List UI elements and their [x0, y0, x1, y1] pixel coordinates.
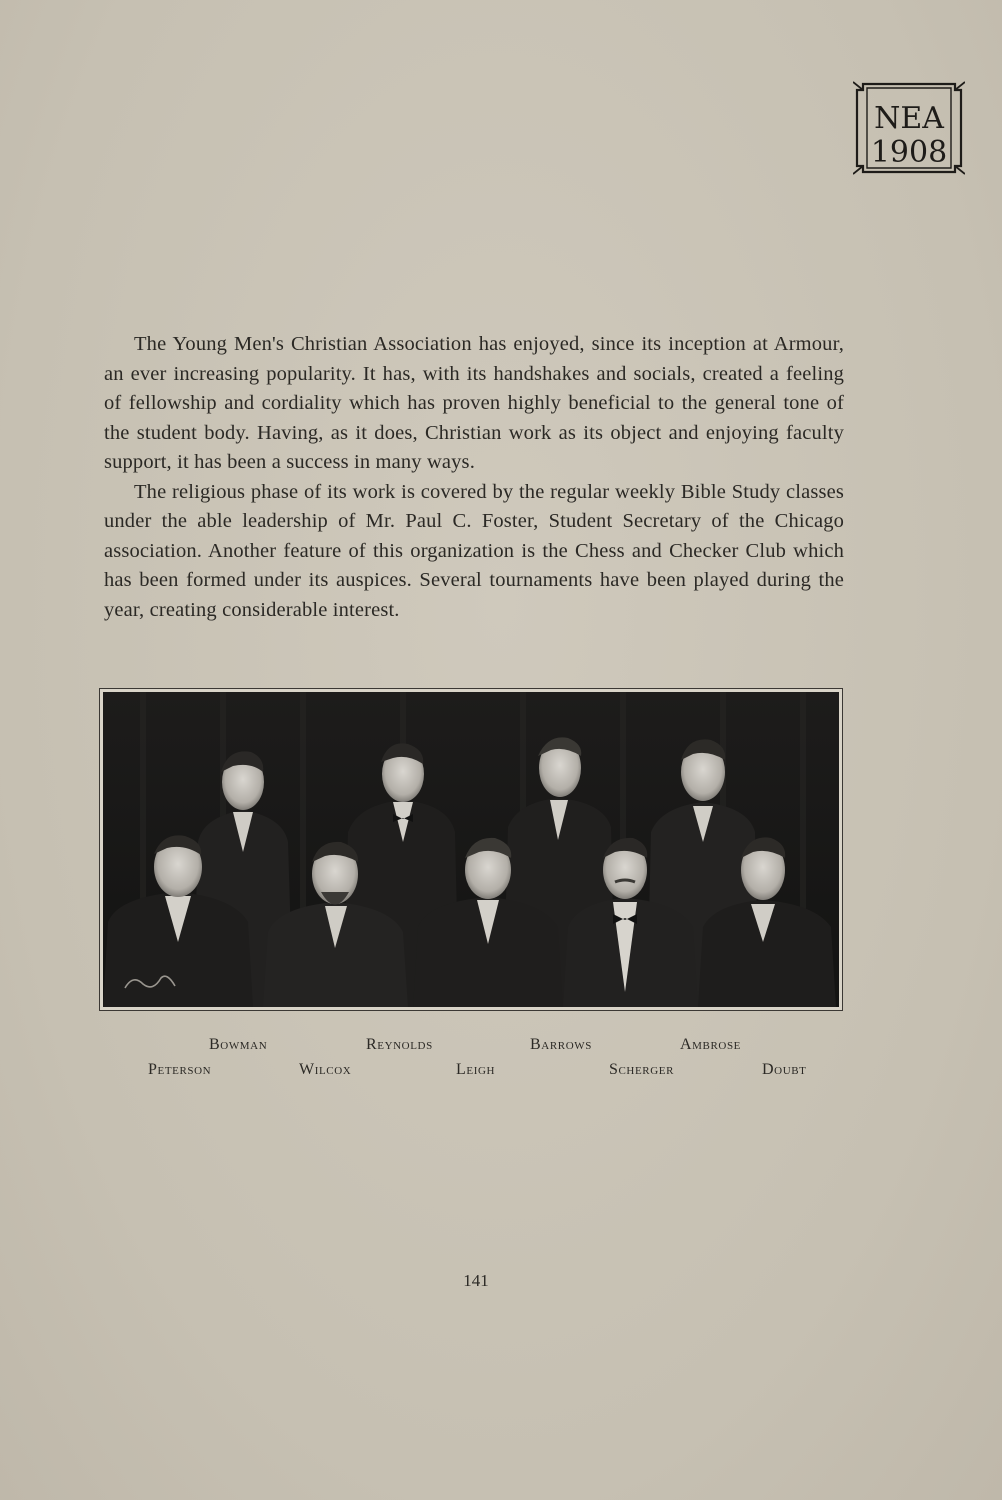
yearbook-logo — [853, 76, 965, 180]
article-text — [104, 330, 844, 625]
caption-name-reynolds: Reynolds — [366, 1036, 433, 1053]
caption-name-barrows: Barrows — [530, 1036, 592, 1053]
caption-name-bowman: Bowman — [209, 1036, 268, 1053]
logo-letters: NEA — [874, 101, 944, 136]
paragraph-1: The Young Men's Christian Association has enjoyed, since its inception at Armour, an ever increasing popularity. It has, with its handshakes and socials, created a feeling of fellowship and cordiality which has proven highly beneficial to the general tone of the student body. Having, as it does, Christian work as its object and enjoying faculty support, it has been a success in many ways. — [104, 333, 844, 473]
paragraph-2: The religious phase of its work is covered by the regular weekly Bible Study classes under the able leadership of Mr. Paul C. Foster, Student Secretary of the Chicago association. Another feature of this organization is the Chess and Checker Club which has been formed under its auspices. Several tournaments have been played during the year, creating considerable interest. — [104, 480, 844, 621]
group-photograph — [99, 688, 843, 1011]
photograph-image — [103, 692, 839, 1007]
caption-name-scherger: Scherger — [609, 1061, 675, 1078]
caption-name-leigh: Leigh — [456, 1061, 496, 1078]
caption-name-ambrose: Ambrose — [680, 1036, 741, 1053]
logo-year: 1908 — [870, 135, 948, 170]
page-number: 141 — [463, 1271, 489, 1290]
caption-name-wilcox: Wilcox — [299, 1061, 352, 1078]
caption-name-peterson: Peterson — [148, 1061, 212, 1078]
caption-name-doubt: Doubt — [762, 1061, 807, 1078]
